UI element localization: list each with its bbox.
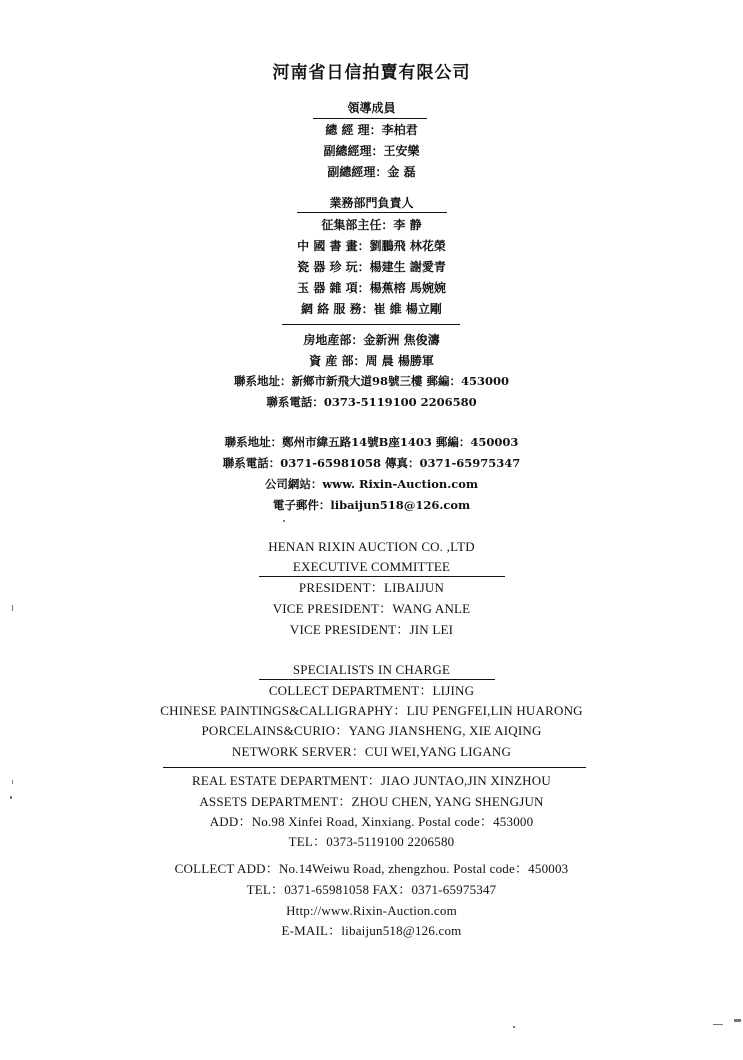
leader-deputy-manager-1: 副總經理：王安樂 [323,144,420,158]
zhengzhou-phone-fax-zh: 聯系電話：0371-65981058 傳真：0371-65975347 [222,456,521,470]
xinxiang-address-zh: 聯系地址：新鄉市新飛大道98號三樓 郵編：453000 [233,374,509,388]
departments-heading-rule [297,212,447,213]
specialists-heading-rule [259,679,495,680]
specialists-heading: SPECIALISTS IN CHARGE [292,662,451,677]
company-email-zh: 電子郵件：libaijun518@126.com [272,498,471,512]
department-collection: 征集部主任：李 静 [321,218,422,232]
leaders-heading: 領導成員 [347,101,396,115]
scan-speck [283,520,285,522]
departments-heading: 業務部門負責人 [329,196,414,210]
scan-speck [734,1019,741,1022]
specialist-network-server: NETWORK SERVER：CUI WEI,YANG LIGANG [231,744,512,759]
company-website-zh: 公司網站：www. Rixin-Auction.com [264,477,479,491]
chinese-company-name: 河南省日信拍賣有限公司 [272,63,471,83]
leader-deputy-manager-2: 副總經理：金 磊 [327,165,416,179]
departments-end-rule [282,324,460,325]
scan-speck [713,1024,723,1025]
department-network: 網 絡 服 務：崔 維 楊立剛 [301,302,442,316]
executive-committee-heading: EXECUTIVE COMMITTEE [292,559,451,574]
leader-general-manager: 總 經 理：李柏君 [325,123,418,137]
xinxiang-phone-zh: 聯系電話：0373-5119100 2206580 [266,395,477,409]
specialist-collect-department: COLLECT DEPARTMENT：LIJING [268,683,475,698]
committee-vice-president-2: VICE PRESIDENT：JIN LEI [289,622,454,637]
company-email-en: E-MAIL：libaijun518@126.com [281,923,462,938]
department-porcelain: 瓷 器 珍 玩：楊建生 謝愛青 [297,260,446,274]
leaders-heading-rule [313,118,427,119]
scan-speck [513,1026,515,1028]
executive-committee-rule [259,576,505,577]
committee-vice-president-1: VICE PRESIDENT：WANG ANLE [272,601,471,616]
committee-president: PRESIDENT：LIBAIJUN [298,580,445,595]
scan-speck [12,605,13,611]
department-jade: 玉 器 雜 項：楊蕉榕 馬婉婉 [297,281,446,295]
scan-speck [12,780,13,784]
department-assets: 資 産 部：周 晨 楊勝軍 [309,354,434,368]
company-website-en: Http://www.Rixin-Auction.com [286,903,457,918]
real-estate-department-en: REAL ESTATE DEPARTMENT：JIAO JUNTAO,JIN XINZHOU [192,773,551,788]
specialist-porcelains: PORCELAINS&CURIO：YANG JIANSHENG, XIE AIQING [201,723,542,738]
zhengzhou-address-zh: 聯系地址：鄭州市緯五路14號B座1403 郵編：450003 [224,435,519,449]
department-chinese-painting: 中 國 書 畫：劉鵬飛 林花榮 [297,239,446,253]
xinxiang-phone-en: TEL：0373-5119100 2206580 [288,834,455,849]
xinxiang-address-en: ADD：No.98 Xinfei Road, Xinxiang. Postal code：453000 [209,814,534,829]
specialist-chinese-paintings: CHINESE PAINTINGS&CALLIGRAPHY：LIU PENGFEI,LIN HUARONG [160,703,583,718]
scan-speck [10,796,12,799]
assets-department-en: ASSETS DEPARTMENT：ZHOU CHEN, YANG SHENGJUN [199,794,544,809]
english-company-name: HENAN RIXIN AUCTION CO. ,LTD [268,539,475,554]
specialists-end-rule [163,767,586,768]
zhengzhou-phone-fax-en: TEL：0371-65981058 FAX：0371-65975347 [246,882,497,897]
department-real-estate: 房地産部：金新洲 焦俊濤 [303,333,440,347]
zhengzhou-address-en: COLLECT ADD：No.14Weiwu Road, zhengzhou. Postal code：450003 [174,861,569,876]
